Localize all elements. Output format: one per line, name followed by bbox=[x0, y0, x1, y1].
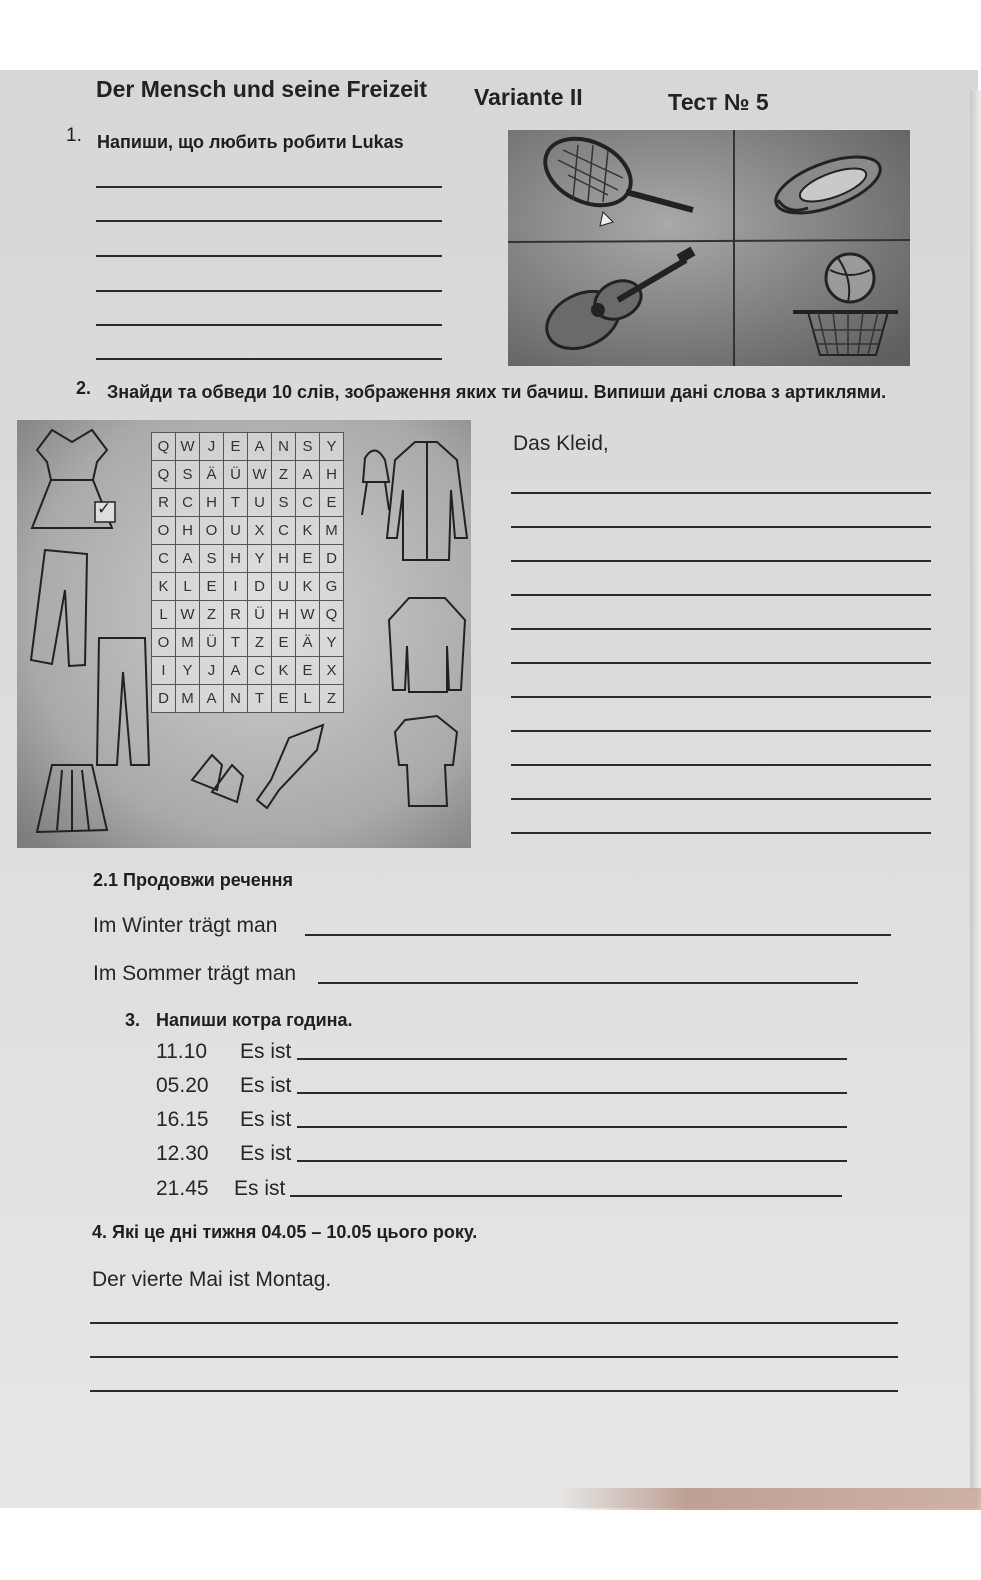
wordsearch-cell[interactable]: Ü bbox=[200, 629, 224, 657]
wordsearch-cell[interactable]: A bbox=[176, 545, 200, 573]
task2-1-heading: 2.1 Продовжи речення bbox=[93, 870, 294, 890]
wordsearch-cell[interactable]: T bbox=[224, 489, 248, 517]
task2-number: 2. bbox=[76, 378, 92, 398]
task1-number: 1. bbox=[66, 125, 82, 146]
wordsearch-cell[interactable]: I bbox=[152, 657, 176, 685]
task2-answer-line-8[interactable] bbox=[511, 730, 931, 732]
wordsearch-cell[interactable]: C bbox=[152, 545, 176, 573]
wordsearch-cell[interactable]: D bbox=[320, 545, 344, 573]
wordsearch-cell[interactable]: E bbox=[272, 629, 296, 657]
wordsearch-cell[interactable]: C bbox=[176, 489, 200, 517]
wordsearch-cell[interactable]: Y bbox=[320, 629, 344, 657]
wordsearch-cell[interactable]: S bbox=[296, 433, 320, 461]
task2-answer-line-9[interactable] bbox=[511, 764, 931, 766]
wordsearch-cell[interactable]: A bbox=[248, 433, 272, 461]
wordsearch-cell[interactable]: A bbox=[200, 685, 224, 713]
wordsearch-cell[interactable]: H bbox=[272, 545, 296, 573]
task2-answer-line-5[interactable] bbox=[511, 628, 931, 630]
task3-label-2: Es ist bbox=[240, 1074, 292, 1097]
wordsearch-cell[interactable]: W bbox=[176, 433, 200, 461]
wordsearch-cell[interactable]: U bbox=[224, 517, 248, 545]
task3-time-2: 05.20 bbox=[156, 1074, 209, 1097]
wordsearch-cell[interactable]: Ä bbox=[200, 461, 224, 489]
task2-answer-line-7[interactable] bbox=[511, 696, 931, 698]
wordsearch-cell[interactable]: Q bbox=[152, 461, 176, 489]
worksheet-topic: Der Mensch und seine Freizeit bbox=[96, 76, 428, 102]
task3-answer-line-4[interactable] bbox=[297, 1160, 847, 1162]
wordsearch-cell[interactable]: J bbox=[200, 657, 224, 685]
checkmark-icon: ✓ bbox=[97, 499, 112, 518]
task4-answer-line-3[interactable] bbox=[90, 1390, 898, 1392]
wordsearch-cell[interactable]: K bbox=[296, 517, 320, 545]
wordsearch-cell[interactable]: H bbox=[224, 545, 248, 573]
wordsearch-cell[interactable]: E bbox=[296, 657, 320, 685]
wordsearch-cell[interactable]: H bbox=[200, 489, 224, 517]
wordsearch-cell[interactable]: E bbox=[224, 433, 248, 461]
task2-answer-line-4[interactable] bbox=[511, 594, 931, 596]
wordsearch-cell[interactable]: D bbox=[248, 573, 272, 601]
task3-answer-line-5[interactable] bbox=[290, 1195, 842, 1197]
task4-example: Der vierte Mai ist Montag. bbox=[92, 1268, 332, 1291]
wordsearch-cell[interactable]: A bbox=[296, 461, 320, 489]
task2-answer-line-10[interactable] bbox=[511, 798, 931, 800]
task3-answer-line-2[interactable] bbox=[297, 1092, 847, 1094]
task4-answer-line-2[interactable] bbox=[90, 1356, 898, 1358]
task2-answer-line-2[interactable] bbox=[511, 526, 931, 528]
wordsearch-cell[interactable]: E bbox=[272, 685, 296, 713]
wordsearch-cell[interactable]: W bbox=[248, 461, 272, 489]
tablecloth-edge bbox=[560, 1488, 981, 1510]
task3-time-4: 12.30 bbox=[156, 1142, 209, 1165]
task1-answer-line-3[interactable] bbox=[96, 255, 442, 257]
task2-1-sentence-1: Im Winter trägt man bbox=[93, 914, 278, 937]
task4-answer-line-1[interactable] bbox=[90, 1322, 898, 1324]
task3-time-3: 16.15 bbox=[156, 1108, 209, 1131]
wordsearch-cell[interactable]: Y bbox=[320, 433, 344, 461]
wordsearch-cell[interactable]: W bbox=[296, 601, 320, 629]
wordsearch-cell[interactable]: O bbox=[200, 517, 224, 545]
wordsearch-cell[interactable]: M bbox=[176, 685, 200, 713]
task3-answer-line-1[interactable] bbox=[297, 1058, 847, 1060]
wordsearch-cell[interactable]: K bbox=[152, 573, 176, 601]
wordsearch-cell[interactable]: L bbox=[176, 573, 200, 601]
wordsearch-cell[interactable]: Z bbox=[248, 629, 272, 657]
wordsearch-cell[interactable]: U bbox=[272, 573, 296, 601]
wordsearch-cell[interactable]: W bbox=[176, 601, 200, 629]
wordsearch-cell[interactable]: H bbox=[320, 461, 344, 489]
task2-1-answer-line-1[interactable] bbox=[305, 934, 891, 936]
wordsearch-cell[interactable]: T bbox=[224, 629, 248, 657]
task1-answer-line-4[interactable] bbox=[96, 290, 442, 292]
task3-number: 3. bbox=[125, 1010, 141, 1030]
wordsearch-cell[interactable]: O bbox=[152, 629, 176, 657]
wordsearch-cell[interactable]: A bbox=[224, 657, 248, 685]
task1-picture-panel bbox=[508, 130, 910, 366]
wordsearch-cell[interactable]: L bbox=[296, 685, 320, 713]
wordsearch-cell[interactable]: Q bbox=[152, 433, 176, 461]
worksheet-test-number: Тест № 5 bbox=[668, 89, 769, 115]
task2-1-answer-line-2[interactable] bbox=[318, 982, 858, 984]
wordsearch-cell[interactable]: N bbox=[272, 433, 296, 461]
task2-example: Das Kleid, bbox=[513, 432, 609, 455]
wordsearch-cell[interactable]: N bbox=[224, 685, 248, 713]
task2-answer-line-6[interactable] bbox=[511, 662, 931, 664]
wordsearch-cell[interactable]: U bbox=[248, 489, 272, 517]
wordsearch-cell[interactable]: R bbox=[224, 601, 248, 629]
worksheet-variant: Variante II bbox=[474, 84, 583, 110]
wordsearch-cell[interactable]: K bbox=[272, 657, 296, 685]
task1-answer-line-5[interactable] bbox=[96, 324, 442, 326]
wordsearch-cell[interactable]: Q bbox=[320, 601, 344, 629]
wordsearch-cell[interactable]: C bbox=[272, 517, 296, 545]
wordsearch-cell[interactable]: I bbox=[224, 573, 248, 601]
paper-edge bbox=[970, 90, 981, 1490]
wordsearch-cell[interactable]: S bbox=[176, 461, 200, 489]
wordsearch-cell[interactable]: S bbox=[200, 545, 224, 573]
wordsearch-cell[interactable]: Z bbox=[272, 461, 296, 489]
wordsearch-cell[interactable]: X bbox=[248, 517, 272, 545]
wordsearch-cell[interactable]: M bbox=[320, 517, 344, 545]
wordsearch-cell[interactable]: G bbox=[320, 573, 344, 601]
task3-prompt: Напиши котра година. bbox=[156, 1010, 353, 1030]
task3-label-4: Es ist bbox=[240, 1142, 292, 1165]
wordsearch-cell[interactable]: Ü bbox=[224, 461, 248, 489]
wordsearch-cell[interactable]: M bbox=[176, 629, 200, 657]
task3-label-1: Es ist bbox=[240, 1040, 292, 1063]
wordsearch-cell[interactable]: S bbox=[272, 489, 296, 517]
wordsearch-cell[interactable]: Z bbox=[320, 685, 344, 713]
wordsearch-cell[interactable]: C bbox=[248, 657, 272, 685]
wordsearch-cell[interactable]: Ä bbox=[296, 629, 320, 657]
task2-wordsearch-panel bbox=[17, 420, 471, 848]
task1-answer-line-6[interactable] bbox=[96, 358, 442, 360]
task1-answer-line-2[interactable] bbox=[96, 220, 442, 222]
task2-answer-line-1[interactable] bbox=[511, 492, 931, 494]
task2-answer-line-3[interactable] bbox=[511, 560, 931, 562]
task3-time-5: 21.45 bbox=[156, 1177, 209, 1200]
task1-prompt: Напиши, що любить робити Lukas bbox=[97, 132, 404, 152]
task3-time-1: 11.10 bbox=[156, 1040, 207, 1063]
wordsearch-cell[interactable]: C bbox=[296, 489, 320, 517]
wordsearch-cell[interactable]: E bbox=[296, 545, 320, 573]
task3-answer-line-3[interactable] bbox=[297, 1126, 847, 1128]
wordsearch-cell[interactable]: E bbox=[320, 489, 344, 517]
task1-answer-line-1[interactable] bbox=[96, 186, 442, 188]
wordsearch-cell[interactable]: R bbox=[152, 489, 176, 517]
wordsearch-cell[interactable]: D bbox=[152, 685, 176, 713]
wordsearch-cell[interactable]: Y bbox=[248, 545, 272, 573]
wordsearch-cell[interactable]: L bbox=[152, 601, 176, 629]
task2-1-sentence-2: Im Sommer trägt man bbox=[93, 962, 297, 985]
task2-prompt: Знайди та обведи 10 слів, зображення яких ти бачиш. Випиши дані слова з артиклями. bbox=[107, 382, 887, 402]
wordsearch-cell[interactable]: E bbox=[200, 573, 224, 601]
task2-answer-line-11[interactable] bbox=[511, 832, 931, 834]
wordsearch-cell[interactable]: K bbox=[296, 573, 320, 601]
wordsearch-cell[interactable]: T bbox=[248, 685, 272, 713]
task4-prompt: 4. Які це дні тижня 04.05 – 10.05 цього року. bbox=[92, 1222, 478, 1242]
wordsearch-cell[interactable]: Z bbox=[200, 601, 224, 629]
wordsearch-cell[interactable]: H bbox=[272, 601, 296, 629]
wordsearch-cell[interactable]: Ü bbox=[248, 601, 272, 629]
task3-label-3: Es ist bbox=[240, 1108, 292, 1131]
wordsearch-grid bbox=[151, 432, 344, 713]
wordsearch-cell[interactable]: X bbox=[320, 657, 344, 685]
wordsearch-cell[interactable]: Y bbox=[176, 657, 200, 685]
wordsearch-cell[interactable]: H bbox=[176, 517, 200, 545]
task3-label-5: Es ist bbox=[234, 1177, 286, 1200]
wordsearch-cell[interactable]: J bbox=[200, 433, 224, 461]
wordsearch-cell[interactable]: O bbox=[152, 517, 176, 545]
